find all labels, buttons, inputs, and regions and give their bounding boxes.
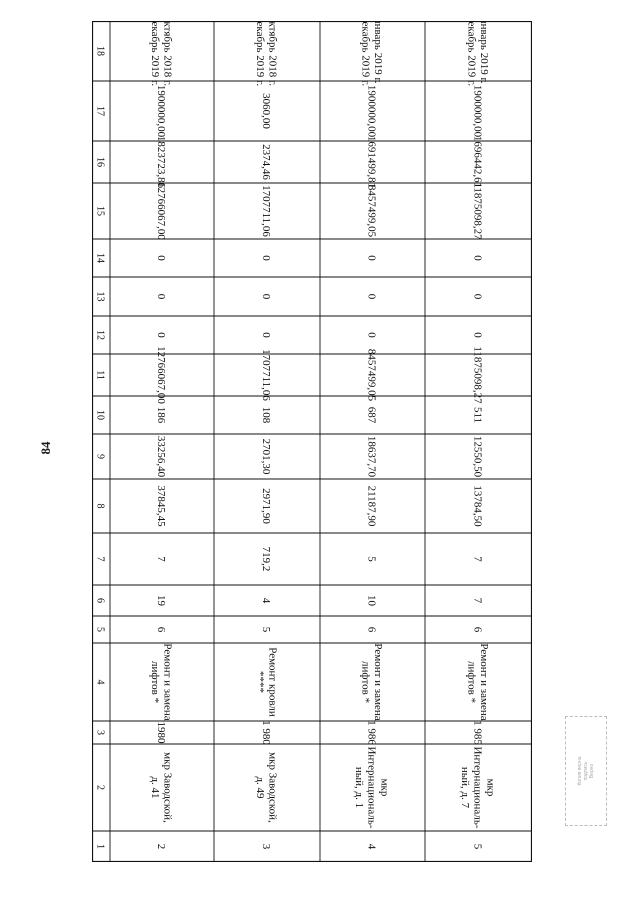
table-cell: 7 [155, 556, 168, 562]
table-cell: 10 [365, 595, 378, 606]
header-cell: 4 [94, 679, 106, 685]
table-cell: 0 [155, 332, 168, 338]
table-cell: январь 2019 г.декабрь 2019 г. [465, 21, 490, 87]
header-cell: 15 [94, 206, 106, 216]
table-cell: 1900000,00 [365, 84, 378, 138]
table-cell: 7 [471, 556, 484, 562]
table-cell: 1823723,86 [155, 135, 168, 189]
header-cell: 18 [94, 46, 106, 56]
table-cell: 12766067,00 [155, 182, 168, 240]
table-cell: 0 [365, 293, 378, 300]
header-cell: 9 [94, 454, 106, 459]
header-cell: 17 [94, 106, 106, 116]
table-cell: 1900000,00 [471, 84, 484, 138]
table-cell: Ремонт и заменалифтов * [359, 643, 384, 721]
rotated-table [92, 21, 532, 862]
table-cell: 5 [260, 626, 273, 633]
page-number: 84 [38, 441, 53, 455]
table-cell: 4 [365, 843, 378, 850]
table-cell: 37845,45 [155, 485, 168, 527]
table-cell: мкр Заводской,д. 49 [253, 752, 279, 823]
table-cell: 8457499,05 [365, 348, 378, 402]
table-cell: 0 [260, 255, 273, 261]
table-cell: 186 [155, 406, 168, 424]
table-cell: 1 986 [365, 720, 378, 745]
table-cell: 1691499,81 [365, 135, 378, 189]
table-cell: 8457499,05 [365, 184, 378, 238]
table-cell: 108 [260, 406, 273, 424]
header-cell: 12 [94, 330, 106, 340]
table-cell: Ремонт и заменалифтов * [148, 643, 174, 721]
table-cell: 1900000,00 [155, 84, 168, 138]
header-cell: 13 [94, 291, 106, 302]
table-cell: 0 [471, 332, 484, 338]
table-cell: 1707711,06 [260, 349, 273, 401]
table-cell: 11875098,27 [471, 182, 484, 240]
table-cell: 11875098,27 [471, 346, 484, 404]
header-cell: 8 [94, 503, 106, 509]
table-cell: 3 [260, 843, 273, 850]
table-cell: 0 [471, 293, 484, 300]
table-cell: 0 [155, 255, 168, 261]
table-cell: январь 2019 г.декабрь 2019 г. [359, 21, 384, 87]
data-table [92, 21, 532, 867]
table-cell: 1 985 [471, 720, 484, 745]
table-cell: 511 [471, 406, 484, 424]
table-cell: 0 [471, 255, 484, 261]
table-cell: 6 [365, 626, 378, 633]
stamp [565, 716, 607, 826]
table-cell: мкрИнтернациональ-ный, д. 1 [353, 746, 391, 829]
table-cell: 5 [365, 556, 378, 562]
table-cell: 0 [365, 255, 378, 261]
table-cell: 2971,90 [260, 488, 273, 524]
table-cell: 19 [155, 595, 168, 606]
table-cell: октябрь 2018 г.декабрь 2019 г. [148, 21, 174, 87]
table-cell: 0 [260, 332, 273, 338]
table-cell: 0 [365, 332, 378, 338]
table-cell: мкр Заводской,д. 41 [148, 752, 174, 823]
table-cell: Ремонт и заменалифтов * [465, 643, 490, 721]
table-cell: 33256,40 [155, 435, 168, 478]
table-cell: Ремонт кровли**** [253, 647, 279, 717]
header-cell: 7 [94, 556, 106, 562]
header-cell: 16 [94, 157, 106, 167]
header-cell: 3 [94, 730, 106, 735]
table-cell: 13784,50 [471, 485, 484, 527]
table-cell: 7 [471, 597, 484, 604]
table-cell: 2701,30 [260, 438, 273, 475]
table-cell: 2374,46 [260, 144, 273, 180]
header-cell: 11 [94, 370, 106, 380]
header-cell: 1 [94, 844, 106, 849]
table-cell: 0 [260, 293, 273, 300]
header-cell: 5 [94, 627, 106, 632]
table-cell: 6 [471, 626, 484, 633]
table-cell: 18637,70 [365, 435, 378, 478]
table-cell: 719,2 [260, 546, 273, 572]
header-cell: 2 [94, 785, 106, 790]
header-cell: 6 [94, 598, 106, 603]
table-cell: 6 [155, 626, 168, 633]
table-cell: 12550,50 [471, 435, 484, 478]
table-cell: 0 [155, 293, 168, 300]
table-cell: 1 980 [260, 720, 273, 745]
table-cell: 4 [260, 597, 273, 604]
table-cell: 12766067,00 [155, 346, 168, 404]
table-cell: 3060,00 [260, 93, 273, 129]
table-cell: мкрИнтернациональ-ный, д. 7 [459, 746, 497, 829]
table-cell: 5 [471, 843, 484, 850]
stamp-text: Копия верна подпись Верно [577, 756, 595, 786]
table-cell: 2 [155, 843, 168, 850]
table-cell: октябрь 2018 г.декабрь 2019 г. [253, 21, 279, 87]
table-cell: 687 [365, 406, 378, 424]
table-cell: 1980 [155, 721, 168, 744]
table-cell: 1696442,61 [471, 135, 484, 189]
header-cell: 10 [94, 410, 106, 420]
table-cell: 21187,90 [365, 485, 378, 527]
table-cell: 1707711,06 [260, 185, 273, 237]
header-cell: 14 [94, 253, 106, 263]
